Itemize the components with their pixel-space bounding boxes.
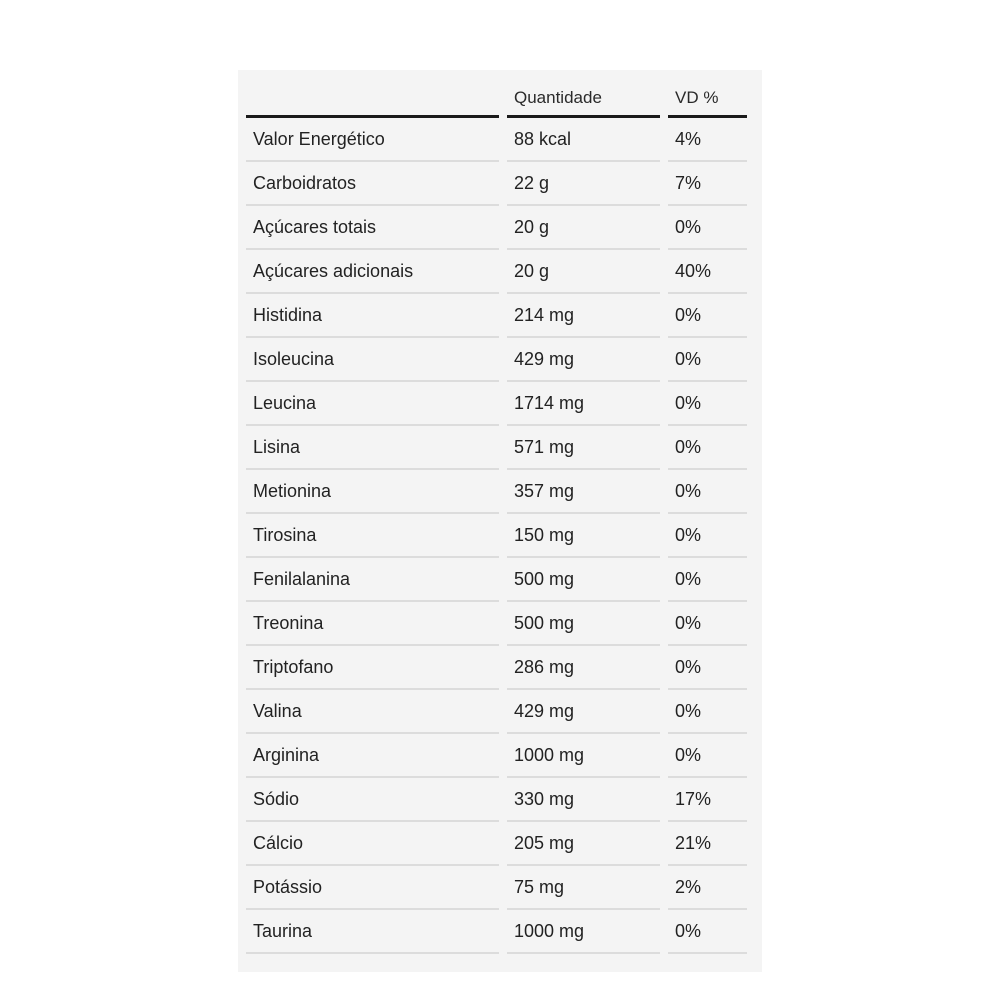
daily-value-cell: 7%: [668, 162, 747, 206]
quantity-cell: 500 mg: [507, 558, 660, 602]
nutrient-name-cell: Tirosina: [246, 514, 499, 558]
table-row: [246, 470, 747, 514]
nutrient-name-cell: Cálcio: [246, 822, 499, 866]
table-row: [246, 646, 747, 690]
quantity-cell: 22 g: [507, 162, 660, 206]
daily-value-cell: 0%: [668, 294, 747, 338]
nutrient-name-cell: Taurina: [246, 910, 499, 954]
nutrient-name-cell: Valor Energético: [246, 118, 499, 162]
table-row: [246, 910, 747, 954]
nutrient-name-cell: Fenilalanina: [246, 558, 499, 602]
quantity-cell: 500 mg: [507, 602, 660, 646]
table-row: [246, 250, 747, 294]
quantity-cell: 20 g: [507, 206, 660, 250]
quantity-cell: 150 mg: [507, 514, 660, 558]
quantity-cell: 286 mg: [507, 646, 660, 690]
quantity-cell: 571 mg: [507, 426, 660, 470]
table-row: [246, 382, 747, 426]
header-quantity: Quantidade: [507, 80, 660, 118]
daily-value-cell: 2%: [668, 866, 747, 910]
daily-value-cell: 0%: [668, 514, 747, 558]
nutrient-name-cell: Sódio: [246, 778, 499, 822]
nutrient-name-cell: Isoleucina: [246, 338, 499, 382]
nutrient-name-cell: Açúcares totais: [246, 206, 499, 250]
table-row: [246, 206, 747, 250]
nutrient-name-cell: Potássio: [246, 866, 499, 910]
quantity-cell: 330 mg: [507, 778, 660, 822]
quantity-cell: 1000 mg: [507, 734, 660, 778]
header-nutrient: [246, 80, 499, 118]
daily-value-cell: 17%: [668, 778, 747, 822]
daily-value-cell: 0%: [668, 338, 747, 382]
nutrient-name-cell: Lisina: [246, 426, 499, 470]
nutrient-name-cell: Arginina: [246, 734, 499, 778]
quantity-cell: 75 mg: [507, 866, 660, 910]
daily-value-cell: 4%: [668, 118, 747, 162]
nutrient-name-cell: Treonina: [246, 602, 499, 646]
quantity-cell: 205 mg: [507, 822, 660, 866]
daily-value-cell: 40%: [668, 250, 747, 294]
table-row: [246, 734, 747, 778]
daily-value-cell: 0%: [668, 426, 747, 470]
daily-value-cell: 0%: [668, 558, 747, 602]
daily-value-cell: 0%: [668, 602, 747, 646]
table-row: [246, 162, 747, 206]
nutrient-name-cell: Carboidratos: [246, 162, 499, 206]
quantity-cell: 88 kcal: [507, 118, 660, 162]
daily-value-cell: 0%: [668, 646, 747, 690]
nutrient-name-cell: Histidina: [246, 294, 499, 338]
quantity-cell: 1714 mg: [507, 382, 660, 426]
table-row: [246, 690, 747, 734]
table-row: [246, 778, 747, 822]
nutrient-name-cell: Valina: [246, 690, 499, 734]
nutrition-table: [238, 80, 755, 954]
table-row: [246, 602, 747, 646]
table-row: [246, 426, 747, 470]
quantity-cell: 429 mg: [507, 690, 660, 734]
daily-value-cell: 0%: [668, 206, 747, 250]
quantity-cell: 214 mg: [507, 294, 660, 338]
daily-value-cell: 0%: [668, 734, 747, 778]
nutrient-name-cell: Açúcares adicionais: [246, 250, 499, 294]
table-row: [246, 558, 747, 602]
nutrition-table-panel: [238, 70, 762, 972]
table-body: [246, 118, 747, 954]
quantity-cell: 20 g: [507, 250, 660, 294]
daily-value-cell: 0%: [668, 910, 747, 954]
nutrient-name-cell: Leucina: [246, 382, 499, 426]
quantity-cell: 357 mg: [507, 470, 660, 514]
table-header-row: [246, 80, 747, 118]
table-row: [246, 294, 747, 338]
table-row: [246, 866, 747, 910]
table-row: [246, 822, 747, 866]
daily-value-cell: 0%: [668, 382, 747, 426]
table-row: [246, 338, 747, 382]
table-row: [246, 118, 747, 162]
daily-value-cell: 0%: [668, 470, 747, 514]
daily-value-cell: 0%: [668, 690, 747, 734]
daily-value-cell: 21%: [668, 822, 747, 866]
header-daily-value: VD %: [668, 80, 747, 118]
quantity-cell: 1000 mg: [507, 910, 660, 954]
nutrient-name-cell: Metionina: [246, 470, 499, 514]
table-row: [246, 514, 747, 558]
nutrient-name-cell: Triptofano: [246, 646, 499, 690]
quantity-cell: 429 mg: [507, 338, 660, 382]
